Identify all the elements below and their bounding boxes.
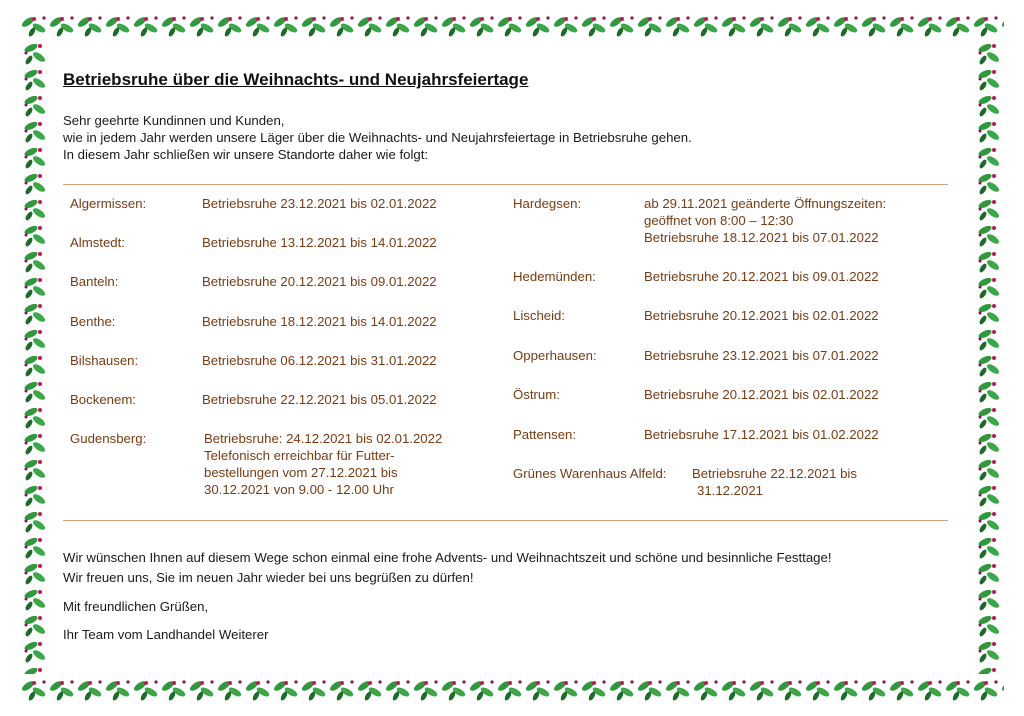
location-details xyxy=(202,352,437,369)
location-details xyxy=(644,426,879,443)
detail-line: Betriebsruhe 06.12.2021 bis 31.01.2022 xyxy=(202,353,437,368)
detail-line: Betriebsruhe 18.12.2021 bis 14.01.2022 xyxy=(202,314,437,329)
location-name: Pattensen: xyxy=(513,427,577,442)
closing-line-2: Wir freuen uns, Sie im neuen Jahr wieder bei uns begrüßen zu dürfen! xyxy=(63,570,474,585)
detail-line: geöffnet von 8:00 – 12:30 xyxy=(644,213,794,228)
location-details xyxy=(202,273,437,290)
signature: Ihr Team vom Landhandel Weiterer xyxy=(63,627,269,642)
location-name: Hardegsen: xyxy=(513,196,582,211)
location-details xyxy=(692,465,857,499)
location-name: Bockenem: xyxy=(70,392,136,407)
detail-line: 31.12.2021 xyxy=(697,483,764,498)
detail-line: Betriebsruhe: 24.12.2021 bis 02.01.2022 xyxy=(204,431,443,446)
detail-line: Betriebsruhe 13.12.2021 bis 14.01.2022 xyxy=(202,235,437,250)
location-name: Algermissen: xyxy=(70,196,147,211)
location-details xyxy=(644,347,879,364)
holly-border-top-icon xyxy=(20,10,1004,40)
location-details xyxy=(202,234,437,251)
detail-line: 30.12.2021 von 9.00 - 12.00 Uhr xyxy=(204,482,394,497)
intro-text xyxy=(63,112,692,163)
detail-line: Betriebsruhe 20.12.2021 bis 09.01.2022 xyxy=(644,269,879,284)
holly-border-right xyxy=(974,40,1004,674)
closing-line-1: Wir wünschen Ihnen auf diesem Wege schon einmal eine frohe Advents- und Weihnachtszeit und schöne und besinnliche Festtage! xyxy=(63,550,832,565)
detail-line: ab 29.11.2021 geänderte Öffnungszeiten: xyxy=(644,196,887,211)
detail-line: Betriebsruhe 23.12.2021 bis 02.01.2022 xyxy=(202,196,437,211)
detail-line: Betriebsruhe 18.12.2021 bis 07.01.2022 xyxy=(644,230,879,245)
detail-line: Betriebsruhe 22.12.2021 bis 05.01.2022 xyxy=(202,392,437,407)
location-details xyxy=(644,195,886,246)
holly-border-bottom xyxy=(20,674,1004,704)
holly-border-left xyxy=(20,40,50,674)
location-details xyxy=(202,313,437,330)
location-name: Opperhausen: xyxy=(513,348,597,363)
location-name: Östrum: xyxy=(513,387,560,402)
detail-line: Betriebsruhe 20.12.2021 bis 02.01.2022 xyxy=(644,308,879,323)
divider-top xyxy=(63,184,948,185)
location-details xyxy=(644,268,879,285)
location-details xyxy=(202,195,437,212)
sign-off: Mit freundlichen Grüßen, xyxy=(63,599,209,614)
location-name: Almstedt: xyxy=(70,235,125,250)
location-details xyxy=(204,430,442,498)
location-details xyxy=(644,386,879,403)
location-name: Benthe: xyxy=(70,314,116,329)
closing-wishes xyxy=(63,548,832,588)
divider-bottom xyxy=(63,520,948,521)
detail-line: Betriebsruhe 20.12.2021 bis 02.01.2022 xyxy=(644,387,879,402)
detail-line: bestellungen vom 27.12.2021 bis xyxy=(204,465,398,480)
location-name: Grünes Warenhaus Alfeld: xyxy=(513,466,667,481)
holly-border-right-icon xyxy=(974,40,1004,674)
location-details xyxy=(644,307,879,324)
detail-line: Telefonisch erreichbar für Futter- xyxy=(204,448,395,463)
location-name: Lischeid: xyxy=(513,308,566,323)
holly-border-top xyxy=(20,10,1004,40)
detail-line: Betriebsruhe 22.12.2021 bis xyxy=(692,466,857,481)
holly-border-left-icon xyxy=(20,40,50,674)
detail-line: Betriebsruhe 23.12.2021 bis 07.01.2022 xyxy=(644,348,879,363)
location-name: Bilshausen: xyxy=(70,353,139,368)
location-name: Banteln: xyxy=(70,274,119,289)
intro-line-3: In diesem Jahr schließen wir unsere Standorte daher wie folgt: xyxy=(63,147,429,162)
location-details xyxy=(202,391,437,408)
holly-border-bottom-icon xyxy=(20,674,1004,704)
intro-line-2: wie in jedem Jahr werden unsere Läger über die Weihnachts- und Neujahrsfeiertage in Betriebsruhe gehen. xyxy=(63,130,692,145)
location-name: Gudensberg: xyxy=(70,431,147,446)
location-name: Hedemünden: xyxy=(513,269,596,284)
intro-greeting: Sehr geehrte Kundinnen und Kunden, xyxy=(63,113,285,128)
page-title: Betriebsruhe über die Weihnachts- und Neujahrsfeiertage xyxy=(63,70,529,89)
detail-line: Betriebsruhe 17.12.2021 bis 01.02.2022 xyxy=(644,427,879,442)
detail-line: Betriebsruhe 20.12.2021 bis 09.01.2022 xyxy=(202,274,437,289)
